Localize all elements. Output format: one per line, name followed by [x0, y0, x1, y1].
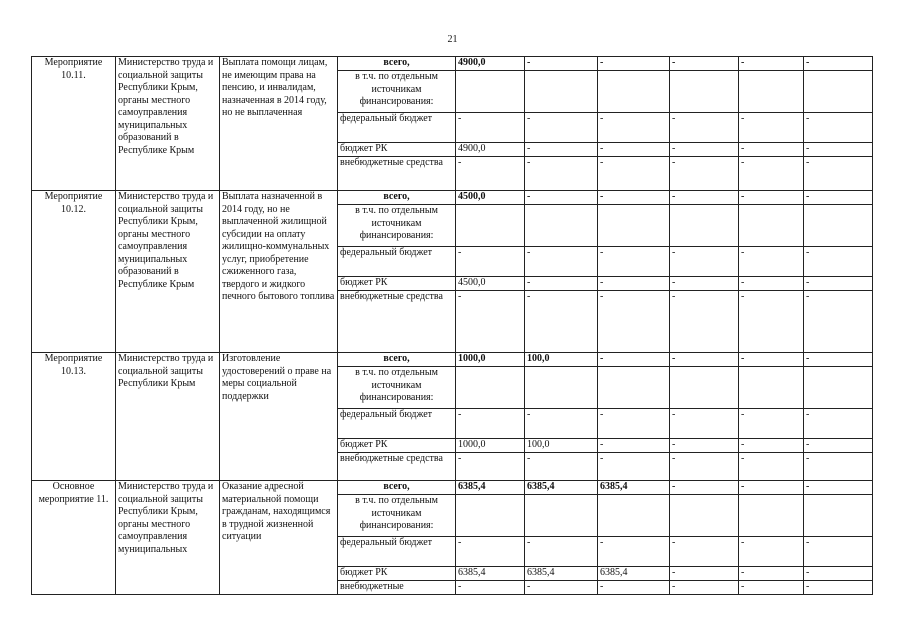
amount-extrabudget: - — [739, 291, 804, 353]
amount-total: - — [670, 481, 739, 495]
amount-extrabudget: - — [804, 581, 873, 595]
amount-total: - — [739, 481, 804, 495]
amount-total: 6385,4 — [598, 481, 670, 495]
description-cell: Выплата помощи лицам, не имеющим права на пенсию, и инвалидам, назначенная в 2014 году, но не выплаченная — [220, 57, 338, 191]
amount-empty — [598, 367, 670, 409]
amount-total: - — [739, 57, 804, 71]
measure-name: Основное мероприятие 11. — [32, 481, 116, 595]
amount-total: - — [598, 191, 670, 205]
measure-name: Мероприятие 10.11. — [32, 57, 116, 191]
measure-name: Мероприятие 10.13. — [32, 353, 116, 481]
source-regional: бюджет РК — [338, 567, 456, 581]
amount-empty — [739, 495, 804, 537]
amount-extrabudget: - — [525, 291, 598, 353]
amount-federal: - — [804, 537, 873, 567]
amount-federal: - — [670, 113, 739, 143]
amount-regional: - — [739, 143, 804, 157]
amount-federal: - — [598, 247, 670, 277]
amount-total: 100,0 — [525, 353, 598, 367]
source-federal: федеральный бюджет — [338, 113, 456, 143]
source-including: в т.ч. по отдельным источникам финансирования: — [338, 71, 456, 113]
amount-total: - — [598, 57, 670, 71]
source-federal: федеральный бюджет — [338, 537, 456, 567]
amount-total: - — [670, 57, 739, 71]
amount-extrabudget: - — [456, 291, 525, 353]
amount-empty — [525, 495, 598, 537]
table-row — [32, 353, 873, 367]
amount-total: - — [804, 191, 873, 205]
amount-regional: 4500,0 — [456, 277, 525, 291]
amount-empty — [804, 495, 873, 537]
amount-total: - — [670, 191, 739, 205]
amount-regional: 6385,4 — [456, 567, 525, 581]
executor-cell: Министерство труда и социальной защиты Республики Крым, органы местного самоуправления муниципальных образований в Республике Крым — [116, 191, 220, 353]
executor-cell: Министерство труда и социальной защиты Республики Крым — [116, 353, 220, 481]
amount-regional: - — [598, 143, 670, 157]
amount-empty — [739, 205, 804, 247]
amount-total: - — [739, 191, 804, 205]
amount-extrabudget: - — [804, 291, 873, 353]
executor-cell: Министерство труда и социальной защиты Республики Крым, органы местного самоуправления муниципальных образований в Республике Крым — [116, 57, 220, 191]
source-including: в т.ч. по отдельным источникам финансирования: — [338, 495, 456, 537]
amount-extrabudget: - — [739, 157, 804, 191]
amount-empty — [739, 71, 804, 113]
amount-total: - — [804, 57, 873, 71]
amount-extrabudget: - — [456, 157, 525, 191]
amount-empty — [670, 367, 739, 409]
amount-extrabudget: - — [598, 157, 670, 191]
amount-extrabudget: - — [598, 291, 670, 353]
source-extrabudget: внебюджетные средства — [338, 157, 456, 191]
amount-empty — [670, 495, 739, 537]
source-total: всего, — [338, 57, 456, 71]
amount-empty — [525, 71, 598, 113]
amount-total: - — [804, 353, 873, 367]
amount-empty — [804, 205, 873, 247]
source-regional: бюджет РК — [338, 439, 456, 453]
amount-extrabudget: - — [804, 157, 873, 191]
amount-extrabudget: - — [456, 453, 525, 481]
amount-federal: - — [525, 113, 598, 143]
amount-extrabudget: - — [670, 581, 739, 595]
amount-federal: - — [525, 409, 598, 439]
amount-empty — [804, 367, 873, 409]
table-row — [32, 481, 873, 495]
amount-extrabudget: - — [804, 453, 873, 481]
amount-regional: - — [739, 277, 804, 291]
amount-regional: - — [598, 439, 670, 453]
amount-regional: - — [739, 439, 804, 453]
page-number: 21 — [447, 34, 458, 45]
amount-federal: - — [739, 409, 804, 439]
amount-regional: - — [525, 143, 598, 157]
source-total: всего, — [338, 191, 456, 205]
amount-total: - — [525, 191, 598, 205]
amount-empty — [598, 205, 670, 247]
amount-extrabudget: - — [456, 581, 525, 595]
amount-total: 1000,0 — [456, 353, 525, 367]
amount-extrabudget: - — [739, 581, 804, 595]
amount-total: 6385,4 — [525, 481, 598, 495]
description-cell: Оказание адресной материальной помощи гражданам, находящимся в трудной жизненной ситуации — [220, 481, 338, 595]
amount-extrabudget: - — [525, 157, 598, 191]
amount-regional: - — [670, 277, 739, 291]
amount-regional: - — [670, 143, 739, 157]
amount-empty — [456, 71, 525, 113]
measure-name: Мероприятие 10.12. — [32, 191, 116, 353]
amount-empty — [525, 205, 598, 247]
amount-regional: - — [670, 439, 739, 453]
amount-regional: 100,0 — [525, 439, 598, 453]
amount-federal: - — [739, 247, 804, 277]
amount-total: - — [739, 353, 804, 367]
source-total: всего, — [338, 481, 456, 495]
table-row — [32, 57, 873, 71]
amount-federal: - — [804, 409, 873, 439]
source-regional: бюджет РК — [338, 143, 456, 157]
amount-federal: - — [670, 409, 739, 439]
amount-extrabudget: - — [525, 581, 598, 595]
amount-extrabudget: - — [670, 453, 739, 481]
amount-federal: - — [525, 537, 598, 567]
amount-federal: - — [598, 537, 670, 567]
amount-federal: - — [456, 113, 525, 143]
source-total: всего, — [338, 353, 456, 367]
amount-empty — [670, 71, 739, 113]
amount-empty — [598, 495, 670, 537]
amount-empty — [598, 71, 670, 113]
amount-empty — [456, 367, 525, 409]
amount-total: - — [525, 57, 598, 71]
amount-regional: - — [670, 567, 739, 581]
amount-federal: - — [804, 247, 873, 277]
executor-cell: Министерство труда и социальной защиты Республики Крым, органы местного самоуправления муниципальных — [116, 481, 220, 595]
source-federal: федеральный бюджет — [338, 247, 456, 277]
amount-regional: 1000,0 — [456, 439, 525, 453]
amount-total: 6385,4 — [456, 481, 525, 495]
amount-federal: - — [804, 113, 873, 143]
amount-empty — [456, 205, 525, 247]
amount-regional: 6385,4 — [598, 567, 670, 581]
amount-empty — [804, 71, 873, 113]
amount-total: - — [804, 481, 873, 495]
source-extrabudget: внебюджетные средства — [338, 453, 456, 481]
amount-extrabudget: - — [598, 581, 670, 595]
amount-regional: 6385,4 — [525, 567, 598, 581]
source-regional: бюджет РК — [338, 277, 456, 291]
amount-federal: - — [670, 537, 739, 567]
amount-regional: - — [804, 143, 873, 157]
amount-regional: - — [804, 439, 873, 453]
amount-empty — [739, 367, 804, 409]
amount-regional: 4900,0 — [456, 143, 525, 157]
amount-federal: - — [456, 247, 525, 277]
amount-regional: - — [598, 277, 670, 291]
source-including: в т.ч. по отдельным источникам финансирования: — [338, 367, 456, 409]
amount-extrabudget: - — [598, 453, 670, 481]
amount-regional: - — [804, 277, 873, 291]
amount-empty — [456, 495, 525, 537]
source-including: в т.ч. по отдельным источникам финансирования: — [338, 205, 456, 247]
amount-federal: - — [456, 409, 525, 439]
amount-extrabudget: - — [670, 291, 739, 353]
amount-empty — [670, 205, 739, 247]
amount-federal: - — [598, 409, 670, 439]
amount-total: - — [670, 353, 739, 367]
amount-extrabudget: - — [739, 453, 804, 481]
source-federal: федеральный бюджет — [338, 409, 456, 439]
amount-regional: - — [739, 567, 804, 581]
amount-total: - — [598, 353, 670, 367]
amount-total: 4900,0 — [456, 57, 525, 71]
amount-regional: - — [804, 567, 873, 581]
source-extrabudget: внебюджетные средства — [338, 291, 456, 353]
amount-total: 4500,0 — [456, 191, 525, 205]
description-cell: Выплата назначенной в 2014 году, но не выплаченной жилищной субсидии на оплату жилищно-коммунальных услуг, приобретение сжиженного газа, твердого и жидкого печного бытового топлива — [220, 191, 338, 353]
amount-federal: - — [456, 537, 525, 567]
amount-extrabudget: - — [670, 157, 739, 191]
table-row — [32, 191, 873, 205]
description-cell: Изготовление удостоверений о праве на меры социальной поддержки — [220, 353, 338, 481]
amount-federal: - — [739, 113, 804, 143]
table-body — [32, 57, 873, 595]
amount-empty — [525, 367, 598, 409]
amount-federal: - — [525, 247, 598, 277]
budget-table — [31, 56, 873, 595]
amount-regional: - — [525, 277, 598, 291]
amount-federal: - — [670, 247, 739, 277]
source-extrabudget: внебюджетные — [338, 581, 456, 595]
amount-extrabudget: - — [525, 453, 598, 481]
amount-federal: - — [598, 113, 670, 143]
amount-federal: - — [739, 537, 804, 567]
